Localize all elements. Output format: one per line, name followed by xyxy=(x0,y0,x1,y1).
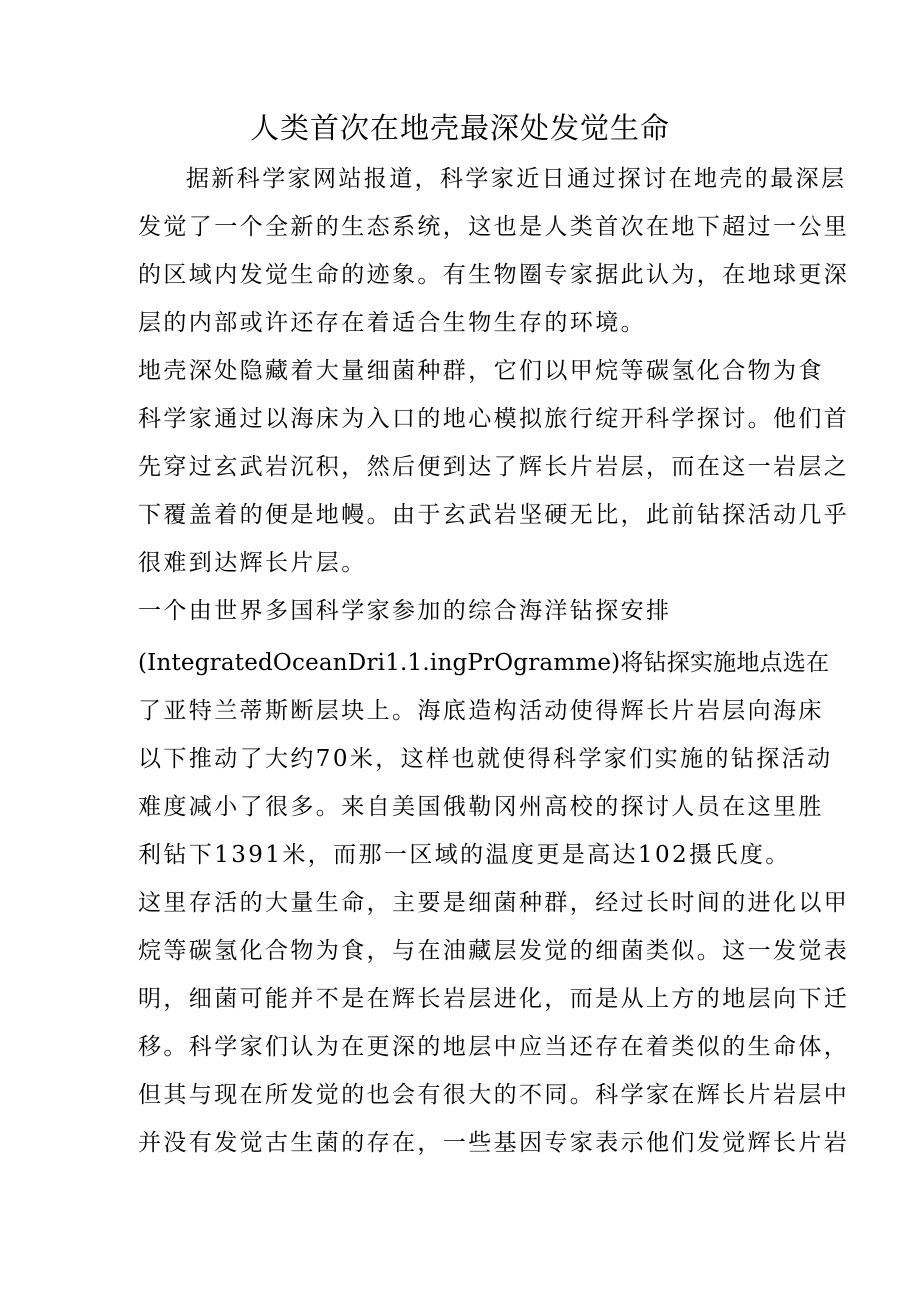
text-line: 明，细菌可能并不是在辉长岩层进化，而是从上方的地层向下迁 xyxy=(138,986,850,1012)
text-line: (IntegratedOceanDri1.1.ingPrOgramme)将钻探实施地点选在 xyxy=(138,650,830,676)
text-line: 这里存活的大量生命，主要是细菌种群，经过长时间的进化以甲 xyxy=(138,890,850,916)
text-line: 利钻下1391米，而那一区域的温度更是高达102摄氏度。 xyxy=(138,842,791,868)
text-line: 的区域内发觉生命的迹象。有生物圈专家据此认为，在地球更深 xyxy=(138,262,850,288)
text-line: 并没有发觉古生菌的存在，一些基因专家表示他们发觉辉长片岩 xyxy=(138,1130,850,1156)
text-line: 一个由世界多国科学家参加的综合海洋钻探安排 xyxy=(138,598,672,624)
text-line: 先穿过玄武岩沉积，然后便到达了辉长片岩层，而在这一岩层之 xyxy=(138,454,850,480)
text-line: 烷等碳氢化合物为食，与在油藏层发觉的细菌类似。这一发觉表 xyxy=(138,938,850,964)
text-line: 难度减小了很多。来自美国俄勒冈州高校的探讨人员在这里胜 xyxy=(138,794,824,820)
text-line: 地壳深处隐藏着大量细菌种群，它们以甲烷等碳氢化合物为食 xyxy=(138,358,824,384)
text-line: 了亚特兰蒂斯断层块上。海底造构活动使得辉长片岩层向海床 xyxy=(138,698,824,724)
text-line: 以下推动了大约70米，这样也就使得科学家们实施的钻探活动 xyxy=(138,746,833,772)
text-line: 下覆盖着的便是地幔。由于玄武岩坚硬无比，此前钻探活动几乎 xyxy=(138,502,850,528)
text-line: 移。科学家们认为在更深的地层中应当还存在着类似的生命体， xyxy=(138,1034,850,1060)
text-line: 发觉了一个全新的生态系统，这也是人类首次在地下超过一公里 xyxy=(138,214,850,240)
text-line: 很难到达辉长片层。 xyxy=(138,550,367,576)
text-line: 科学家通过以海床为入口的地心模拟旅行绽开科学探讨。他们首 xyxy=(138,406,850,432)
text-line: 但其与现在所发觉的也会有很大的不同。科学家在辉长片岩层中 xyxy=(138,1082,850,1108)
text-line: 层的内部或许还存在着适合生物生存的环境。 xyxy=(138,310,646,336)
text-line: 据新科学家网站报道，科学家近日通过探讨在地壳的最深层 xyxy=(186,166,847,192)
document-title: 人类首次在地壳最深处发觉生命 xyxy=(249,111,670,145)
